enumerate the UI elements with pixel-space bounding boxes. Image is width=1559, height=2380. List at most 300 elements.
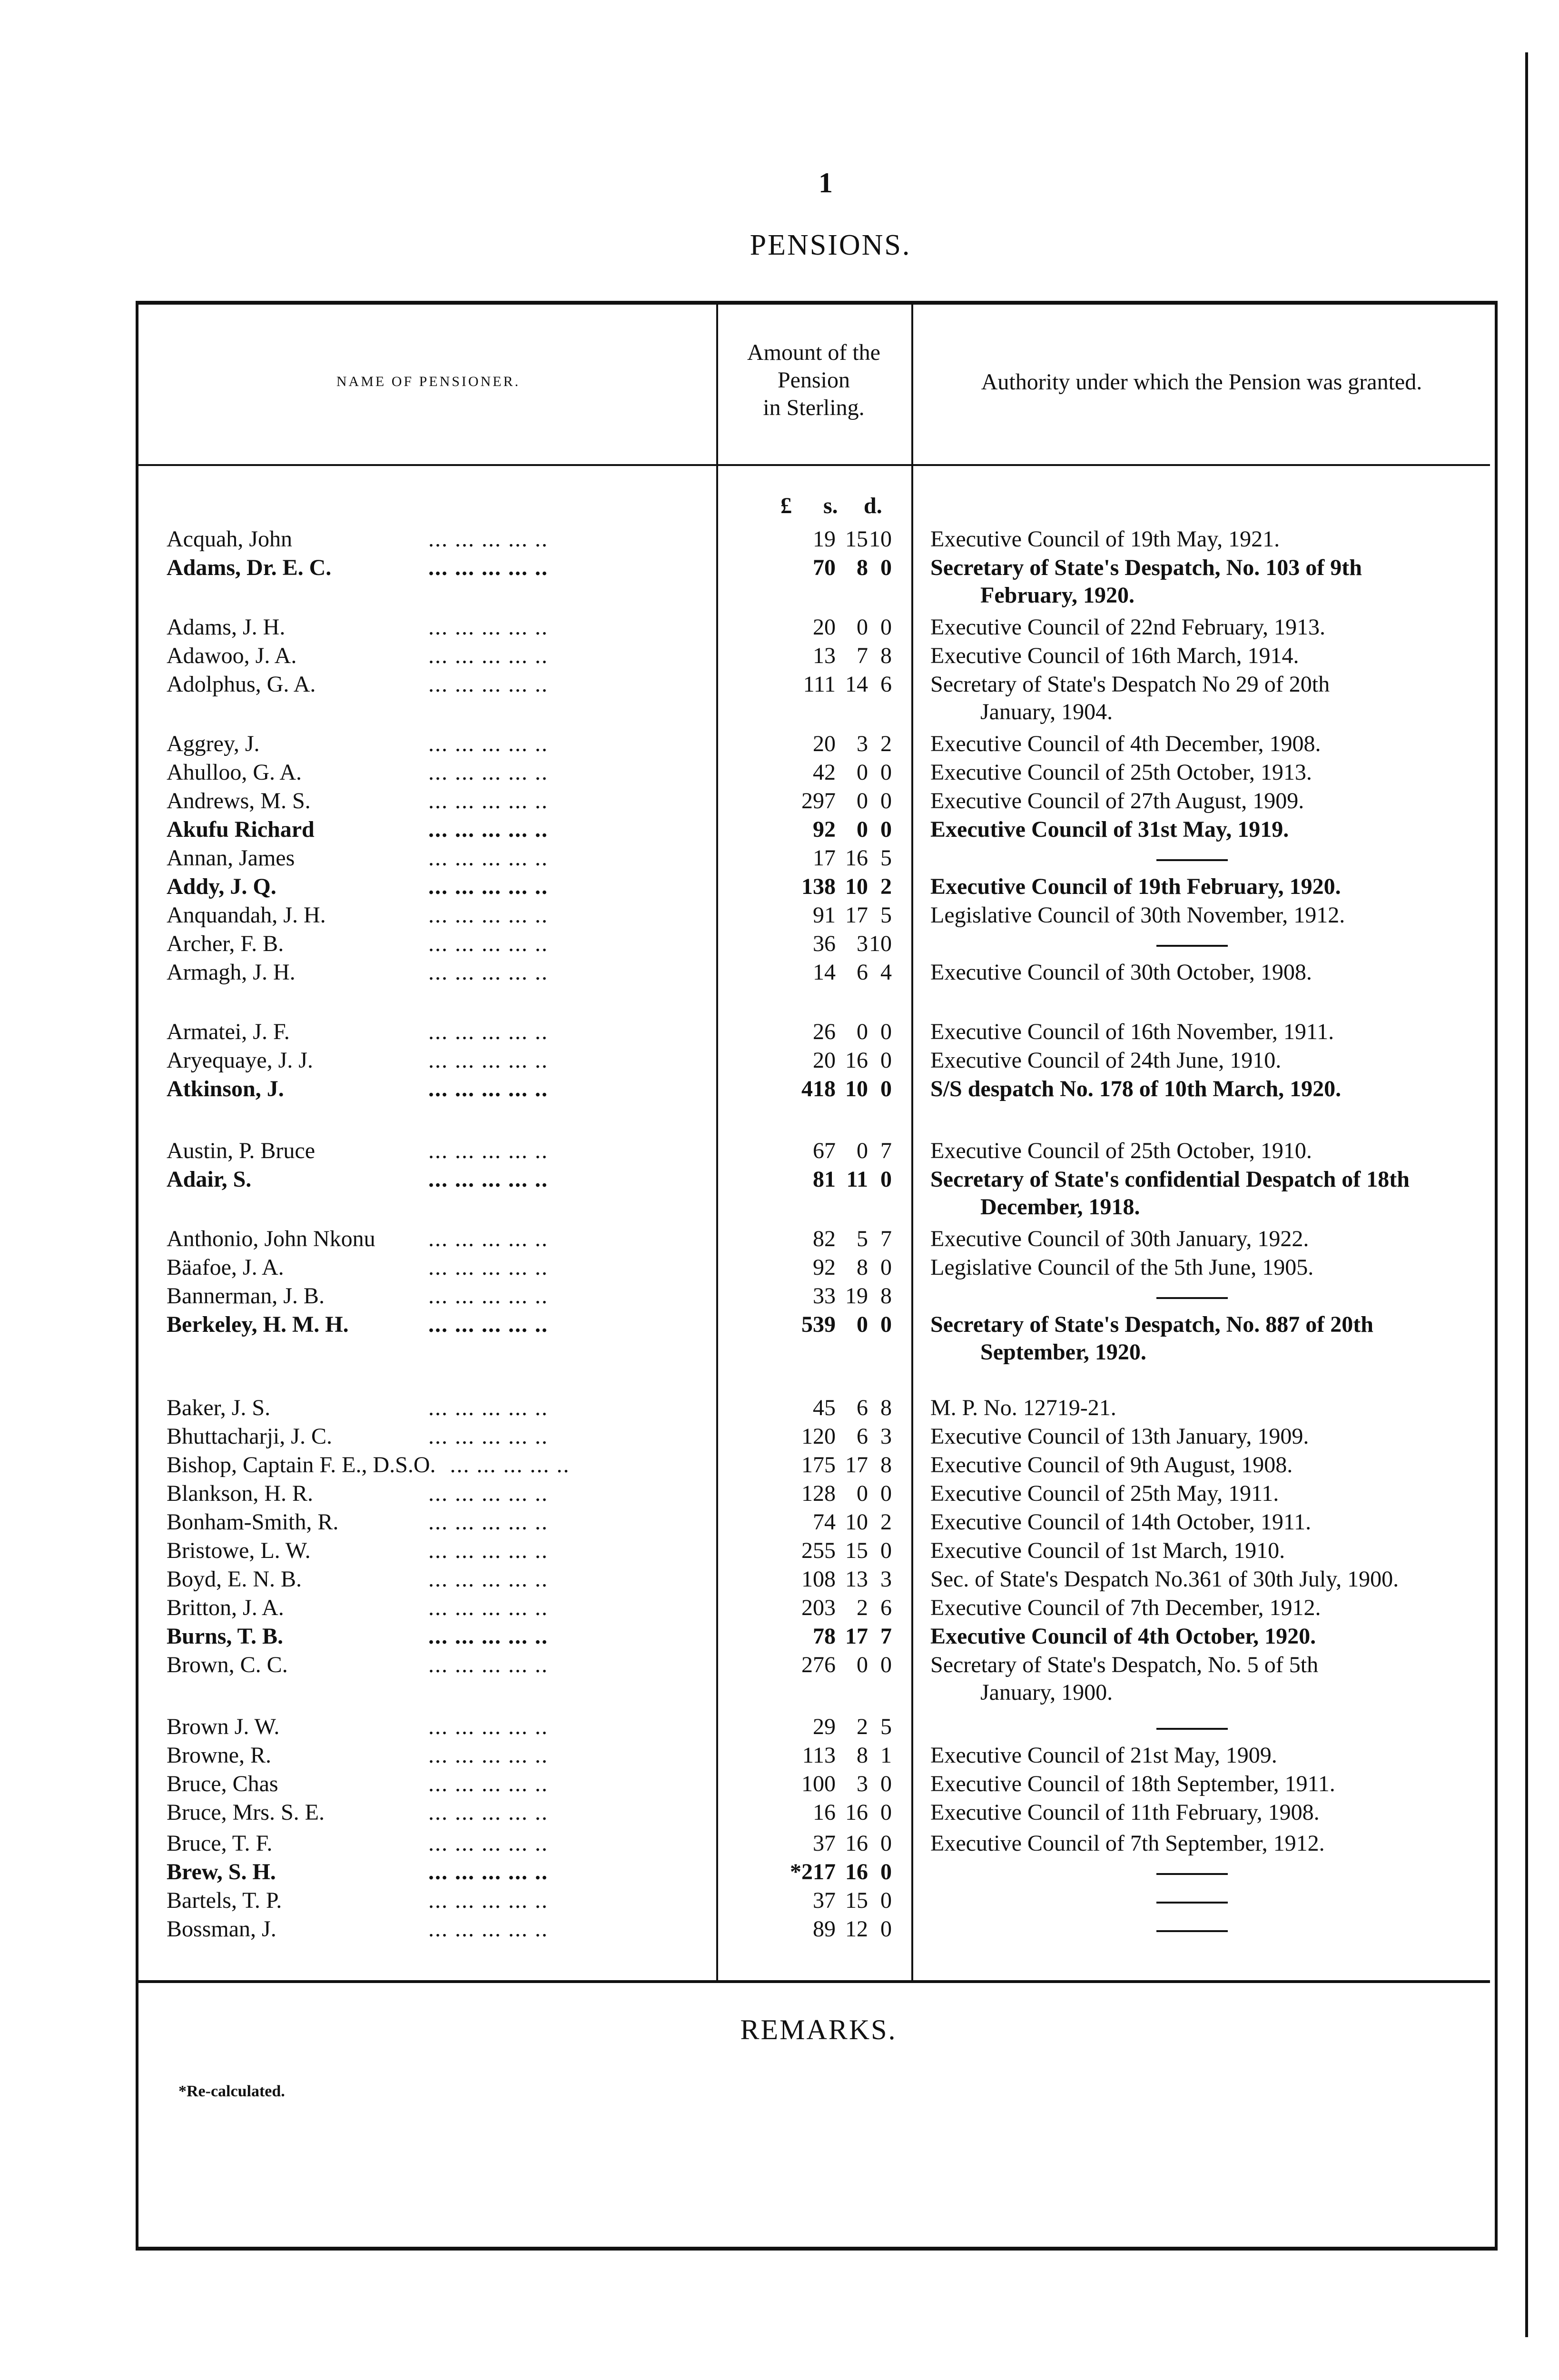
table-row	[0, 788, 1559, 815]
amount-shillings: 8	[857, 555, 868, 580]
amount-pence: 0	[880, 615, 892, 640]
amount-pence: 0	[880, 1916, 892, 1942]
amount-pounds: 108	[801, 1567, 836, 1592]
table-row	[0, 1452, 1559, 1479]
header-name: NAME OF PENSIONER.	[336, 374, 521, 389]
pensioner-name: Akufu Richard	[167, 817, 315, 842]
amount-pence: 7	[880, 1226, 892, 1251]
amount-pounds: 29	[813, 1714, 836, 1739]
amount-shillings: 10	[845, 874, 868, 899]
amount-shillings: 0	[857, 1312, 868, 1337]
table-row	[0, 526, 1559, 554]
amount-pounds: 19	[813, 526, 836, 552]
authority-blank-dash	[1156, 859, 1228, 861]
amount-pounds: 113	[802, 1743, 836, 1768]
amount-pence: 0	[880, 555, 892, 580]
amount-shillings: 15	[845, 526, 868, 552]
authority-text-continued: January, 1900.	[980, 1680, 1113, 1705]
amount-pence: 2	[880, 874, 892, 899]
amount-pounds: 91	[813, 902, 836, 928]
leader-dots: ... ... ... ... ..	[450, 1452, 570, 1478]
amount-pence: 0	[880, 1048, 892, 1073]
table-row	[0, 759, 1559, 787]
authority-text: Executive Council of 19th February, 1920.	[930, 874, 1341, 899]
leader-dots: ... ... ... ... ..	[428, 902, 548, 928]
table-row	[0, 1480, 1559, 1508]
authority-blank-dash	[1156, 1297, 1228, 1299]
leader-dots: ... ... ... ... ..	[428, 1395, 548, 1420]
amount-shillings: 7	[857, 643, 868, 668]
amount-pence: 3	[880, 1424, 892, 1449]
pensioner-name: Anthonio, John Nkonu	[167, 1226, 375, 1251]
amount-pounds: 36	[813, 931, 836, 956]
amount-shillings: 14	[845, 672, 868, 697]
authority-text: Executive Council of 27th August, 1909.	[930, 788, 1304, 813]
amount-shillings: 2	[857, 1714, 868, 1739]
amount-pence: 2	[880, 1509, 892, 1535]
pensioner-name: Austin, P. Bruce	[167, 1138, 315, 1163]
pensioner-name: Adolphus, G. A.	[167, 672, 316, 697]
leader-dots: ... ... ... ... ..	[428, 1800, 548, 1825]
authority-text: Executive Council of 7th September, 1912.	[930, 1831, 1325, 1856]
amount-pence: 8	[880, 643, 892, 668]
leader-dots: ... ... ... ... ..	[428, 1424, 548, 1449]
amount-pence: 10	[869, 931, 892, 956]
table-row	[0, 1799, 1559, 1827]
amount-pence: 0	[880, 1800, 892, 1825]
pensioner-name: Britton, J. A.	[167, 1595, 284, 1620]
pensioner-name: Berkeley, H. M. H.	[167, 1312, 349, 1337]
pensioner-name: Bishop, Captain F. E., D.S.O.	[167, 1452, 436, 1478]
table-row	[0, 931, 1559, 958]
amount-pounds: 26	[813, 1019, 836, 1044]
pensioner-name: Adams, J. H.	[167, 615, 286, 640]
amount-pounds: 20	[813, 615, 836, 640]
authority-text: Executive Council of 19th May, 1921.	[930, 526, 1280, 552]
amount-pounds: 138	[801, 874, 836, 899]
amount-shillings: 11	[846, 1167, 868, 1192]
amount-shillings: 0	[857, 615, 868, 640]
pensioner-name: Bristowe, L. W.	[167, 1538, 311, 1563]
authority-blank-dash	[1156, 1728, 1228, 1730]
leader-dots: ... ... ... ... ..	[428, 1831, 548, 1856]
leader-dots: ... ... ... ... ..	[428, 760, 548, 785]
header-divider	[138, 464, 1490, 466]
amount-shillings: 0	[857, 788, 868, 813]
leader-dots: ... ... ... ... ..	[428, 1743, 548, 1768]
amount-pence: 0	[880, 1312, 892, 1337]
leader-dots: ... ... ... ... ..	[428, 931, 548, 956]
amount-pounds: 175	[801, 1452, 836, 1478]
authority-text: Executive Council of 25th October, 1910.	[930, 1138, 1312, 1163]
pensioner-name: Adawoo, J. A.	[167, 643, 297, 668]
amount-pence: 6	[880, 1595, 892, 1620]
authority-text-continued: September, 1920.	[980, 1339, 1146, 1365]
amount-shillings: 16	[845, 1831, 868, 1856]
amount-pounds: 16	[813, 1800, 836, 1825]
authority-text: Secretary of State's Despatch, No. 5 of 5th	[930, 1652, 1319, 1677]
authority-text: Executive Council of 22nd February, 1913.	[930, 615, 1326, 640]
authority-blank-dash	[1156, 1873, 1228, 1875]
leader-dots: ... ... ... ... ..	[428, 1255, 548, 1280]
pensioner-name: Archer, F. B.	[167, 931, 284, 956]
amount-pounds: 20	[813, 731, 836, 756]
amount-pence: 0	[880, 1167, 892, 1192]
pensioner-name: Atkinson, J.	[167, 1076, 284, 1101]
authority-text: Executive Council of 25th May, 1911.	[930, 1481, 1279, 1506]
leader-dots: ... ... ... ... ..	[428, 1048, 548, 1073]
amount-pounds: 89	[813, 1916, 836, 1942]
amount-pence: 8	[880, 1395, 892, 1420]
table-row	[0, 1714, 1559, 1741]
table-row	[0, 614, 1559, 642]
header-amount-line-2: Pension	[777, 367, 850, 393]
authority-text: Executive Council of 9th August, 1908.	[930, 1452, 1293, 1478]
amount-shillings: 15	[845, 1888, 868, 1913]
unit-shillings: s.	[823, 493, 838, 518]
authority-text: Executive Council of 18th September, 1911.	[930, 1771, 1335, 1796]
leader-dots: ... ... ... ... ..	[428, 1624, 548, 1649]
amount-pounds: 297	[801, 788, 836, 813]
pensioner-name: Blankson, H. R.	[167, 1481, 314, 1506]
leader-dots: ... ... ... ... ..	[428, 788, 548, 813]
authority-text: Executive Council of 30th January, 1922.	[930, 1226, 1309, 1251]
pensioner-name: Armatei, J. F.	[167, 1019, 290, 1044]
amount-pounds: 67	[813, 1138, 836, 1163]
leader-dots: ... ... ... ... ..	[428, 1567, 548, 1592]
leader-dots: ... ... ... ... ..	[428, 643, 548, 668]
table-row	[0, 1623, 1559, 1651]
pensioner-name: Brown, C. C.	[167, 1652, 288, 1677]
leader-dots: ... ... ... ... ..	[428, 731, 548, 756]
authority-text: Sec. of State's Despatch No.361 of 30th July, 1900.	[930, 1567, 1399, 1592]
amount-pence: 0	[880, 760, 892, 785]
table-row	[0, 1509, 1559, 1537]
table-row	[0, 731, 1559, 758]
amount-shillings: 19	[845, 1283, 868, 1309]
pensioner-name: Boyd, E. N. B.	[167, 1567, 302, 1592]
amount-pence: 10	[869, 526, 892, 552]
page-title: PENSIONS.	[750, 229, 911, 261]
amount-pounds: 13	[813, 643, 836, 668]
pensioner-name: Bossman, J.	[167, 1916, 276, 1942]
amount-shillings: 6	[857, 960, 868, 985]
amount-pence: 5	[880, 845, 892, 871]
amount-shillings: 6	[857, 1424, 868, 1449]
page-number: 1	[819, 167, 833, 198]
amount-pounds: 120	[801, 1424, 836, 1449]
amount-shillings: 0	[857, 760, 868, 785]
authority-text-continued: February, 1920.	[980, 583, 1135, 608]
authority-text: Executive Council of 7th December, 1912.	[930, 1595, 1321, 1620]
authority-text: S/S despatch No. 178 of 10th March, 1920.	[930, 1076, 1342, 1101]
authority-text-continued: December, 1918.	[980, 1194, 1140, 1220]
amount-pence: 0	[880, 1481, 892, 1506]
authority-text: Executive Council of 21st May, 1909.	[930, 1743, 1277, 1768]
amount-shillings: 6	[857, 1395, 868, 1420]
pensioner-name: Burns, T. B.	[167, 1624, 283, 1649]
leader-dots: ... ... ... ... ..	[428, 1019, 548, 1044]
amount-pence: 8	[880, 1283, 892, 1309]
amount-pounds: 74	[813, 1509, 836, 1535]
amount-shillings: 17	[845, 1624, 868, 1649]
pensioner-name: Armagh, J. H.	[167, 960, 296, 985]
amount-pounds: 92	[813, 817, 836, 842]
amount-shillings: 3	[857, 931, 868, 956]
pensioner-name: Browne, R.	[167, 1743, 271, 1768]
authority-text: Secretary of State's Despatch, No. 103 of 9th	[930, 555, 1362, 580]
amount-shillings: 15	[845, 1538, 868, 1563]
amount-pounds: 37	[813, 1831, 836, 1856]
authority-text: Legislative Council of 30th November, 1912.	[930, 902, 1345, 928]
pensioner-name: Bäafoe, J. A.	[167, 1255, 284, 1280]
amount-shillings: 17	[845, 1452, 868, 1478]
amount-pence: 5	[880, 1714, 892, 1739]
amount-shillings: 17	[845, 902, 868, 928]
authority-text: Secretary of State's Despatch No 29 of 20th	[930, 672, 1330, 697]
amount-pence: 3	[880, 1567, 892, 1592]
pensioner-name: Ahulloo, G. A.	[167, 760, 302, 785]
table-row	[0, 1019, 1559, 1046]
authority-text: Executive Council of 11th February, 1908.	[930, 1800, 1320, 1825]
pensioner-name: Baker, J. S.	[167, 1395, 271, 1420]
leader-dots: ... ... ... ... ..	[428, 672, 548, 697]
amount-pence: 4	[880, 960, 892, 985]
table-row	[0, 1537, 1559, 1565]
amount-pounds: 111	[803, 672, 836, 697]
pensioner-name: Andrews, M. S.	[167, 788, 311, 813]
authority-text: Executive Council of 16th March, 1914.	[930, 643, 1299, 668]
table-row	[0, 1283, 1559, 1310]
leader-dots: ... ... ... ... ..	[428, 1076, 548, 1101]
leader-dots: ... ... ... ... ..	[428, 1771, 548, 1796]
pensioner-name: Brown J. W.	[167, 1714, 280, 1739]
authority-text: Executive Council of 4th December, 1908.	[930, 731, 1321, 756]
leader-dots: ... ... ... ... ..	[428, 1595, 548, 1620]
amount-shillings: 0	[857, 1138, 868, 1163]
amount-shillings: 10	[845, 1509, 868, 1535]
amount-pounds: 82	[813, 1226, 836, 1251]
leader-dots: ... ... ... ... ..	[428, 1138, 548, 1163]
authority-text: Executive Council of 13th January, 1909.	[930, 1424, 1309, 1449]
amount-shillings: 16	[845, 1859, 868, 1884]
pensioner-name: Bartels, T. P.	[167, 1888, 282, 1913]
leader-dots: ... ... ... ... ..	[428, 555, 548, 580]
amount-pounds: 20	[813, 1048, 836, 1073]
amount-pence: 0	[880, 788, 892, 813]
amount-pence: 0	[880, 1652, 892, 1677]
authority-text: Executive Council of 30th October, 1908.	[930, 960, 1312, 985]
pensioner-name: Bhuttacharji, J. C.	[167, 1424, 332, 1449]
authority-text-continued: January, 1904.	[980, 699, 1113, 724]
amount-shillings: 3	[857, 731, 868, 756]
header-amount	[719, 339, 909, 422]
leader-dots: ... ... ... ... ..	[428, 1714, 548, 1739]
authority-text: Secretary of State's Despatch, No. 887 of 20th	[930, 1312, 1373, 1337]
pensioner-name: Bonham-Smith, R.	[167, 1509, 339, 1535]
amount-pence: 0	[880, 1888, 892, 1913]
pensioner-name: Acquah, John	[167, 526, 292, 552]
authority-text: Executive Council of 16th November, 1911.	[930, 1019, 1334, 1044]
leader-dots: ... ... ... ... ..	[428, 1509, 548, 1535]
leader-dots: ... ... ... ... ..	[428, 874, 548, 899]
amount-pence: 0	[880, 1859, 892, 1884]
leader-dots: ... ... ... ... ..	[428, 615, 548, 640]
pensioner-name: Adams, Dr. E. C.	[167, 555, 332, 580]
amount-pounds: 17	[813, 845, 836, 871]
table-row	[0, 1887, 1559, 1915]
amount-shillings: 3	[857, 1771, 868, 1796]
amount-shillings: 5	[857, 1226, 868, 1251]
authority-text: Legislative Council of the 5th June, 1905.	[930, 1255, 1314, 1280]
amount-pounds: 418	[801, 1076, 836, 1101]
amount-shillings: 2	[857, 1595, 868, 1620]
table-row	[0, 1595, 1559, 1622]
table-row	[0, 1916, 1559, 1944]
amount-pounds: 128	[801, 1481, 836, 1506]
authority-blank-dash	[1156, 1930, 1228, 1932]
authority-text: Secretary of State's confidential Despatch of 18th	[930, 1167, 1410, 1192]
amount-pence: 5	[880, 902, 892, 928]
pensioner-name: Bannerman, J. B.	[167, 1283, 325, 1309]
table-row	[0, 1423, 1559, 1451]
amount-shillings: 16	[845, 1048, 868, 1073]
table-row	[0, 1395, 1559, 1422]
header-amount-line-3: in Sterling.	[763, 395, 865, 420]
remarks-heading: REMARKS.	[740, 2014, 897, 2045]
amount-shillings: 0	[857, 1019, 868, 1044]
table-row	[0, 816, 1559, 844]
leader-dots: ... ... ... ... ..	[428, 1859, 548, 1884]
authority-text: M. P. No. 12719-21.	[930, 1395, 1116, 1420]
amount-pounds: 45	[813, 1395, 836, 1420]
authority-text: Executive Council of 1st March, 1910.	[930, 1538, 1285, 1563]
table-row	[0, 1254, 1559, 1282]
table-row	[0, 959, 1559, 987]
pensioner-name: Bruce, Chas	[167, 1771, 278, 1796]
leader-dots: ... ... ... ... ..	[428, 1481, 548, 1506]
pensioner-name: Brew, S. H.	[167, 1859, 276, 1884]
authority-blank-dash	[1156, 1902, 1228, 1904]
leader-dots: ... ... ... ... ..	[428, 1888, 548, 1913]
leader-dots: ... ... ... ... ..	[428, 1226, 548, 1251]
amount-shillings: 13	[845, 1567, 868, 1592]
amount-pence: 0	[880, 1255, 892, 1280]
leader-dots: ... ... ... ... ..	[428, 1916, 548, 1942]
pensioner-name: Adair, S.	[167, 1167, 252, 1192]
leader-dots: ... ... ... ... ..	[428, 845, 548, 871]
table-row	[0, 1138, 1559, 1165]
amount-pounds: 33	[813, 1283, 836, 1309]
table-row	[0, 1771, 1559, 1798]
amount-pounds: 100	[801, 1771, 836, 1796]
table-row	[0, 873, 1559, 901]
amount-pence: 1	[880, 1743, 892, 1768]
table-row	[0, 555, 1559, 608]
amount-pence: 0	[880, 817, 892, 842]
unit-pounds: £	[780, 493, 792, 518]
table-row	[0, 845, 1559, 873]
authority-text: Executive Council of 4th October, 1920.	[930, 1624, 1316, 1649]
table-row	[0, 1566, 1559, 1594]
amount-pounds: *217	[790, 1859, 836, 1884]
table-row	[0, 1166, 1559, 1220]
table-row	[0, 1076, 1559, 1103]
pensioner-name: Aryequaye, J. J.	[167, 1048, 313, 1073]
leader-dots: ... ... ... ... ..	[428, 817, 548, 842]
amount-pence: 8	[880, 1452, 892, 1478]
table-row	[0, 1652, 1559, 1705]
amount-pence: 6	[880, 672, 892, 697]
unit-pence: d.	[864, 493, 882, 518]
pensioner-name: Annan, James	[167, 845, 295, 871]
amount-pence: 0	[880, 1076, 892, 1101]
pensioner-name: Bruce, T. F.	[167, 1831, 273, 1856]
amount-pence: 0	[880, 1019, 892, 1044]
pensioner-name: Addy, J. Q.	[167, 874, 276, 899]
authority-text: Executive Council of 25th October, 1913.	[930, 760, 1312, 785]
leader-dots: ... ... ... ... ..	[428, 960, 548, 985]
amount-pence: 0	[880, 1831, 892, 1856]
amount-pounds: 37	[813, 1888, 836, 1913]
amount-pence: 7	[880, 1624, 892, 1649]
amount-shillings: 0	[857, 1481, 868, 1506]
amount-pounds: 42	[813, 760, 836, 785]
leader-dots: ... ... ... ... ..	[428, 526, 548, 552]
amount-shillings: 16	[845, 845, 868, 871]
table-row	[0, 1859, 1559, 1886]
table-row	[0, 1742, 1559, 1770]
leader-dots: ... ... ... ... ..	[428, 1538, 548, 1563]
amount-shillings: 0	[857, 817, 868, 842]
authority-blank-dash	[1156, 945, 1228, 947]
amount-pence: 7	[880, 1138, 892, 1163]
amount-shillings: 12	[845, 1916, 868, 1942]
amount-shillings: 0	[857, 1652, 868, 1677]
table-row	[0, 643, 1559, 670]
leader-dots: ... ... ... ... ..	[428, 1652, 548, 1677]
table-row	[0, 1226, 1559, 1253]
table-row	[0, 671, 1559, 724]
amount-pounds: 70	[813, 555, 836, 580]
authority-text: Executive Council of 31st May, 1919.	[930, 817, 1289, 842]
table-row	[0, 1047, 1559, 1075]
amount-shillings: 16	[845, 1800, 868, 1825]
amount-pounds: 539	[801, 1312, 836, 1337]
amount-pence: 2	[880, 731, 892, 756]
pensioner-name: Anquandah, J. H.	[167, 902, 326, 928]
amount-pence: 0	[880, 1771, 892, 1796]
leader-dots: ... ... ... ... ..	[428, 1312, 548, 1337]
remarks-divider	[138, 1980, 1490, 1983]
leader-dots: ... ... ... ... ..	[428, 1167, 548, 1192]
table-row	[0, 1830, 1559, 1858]
table-row	[0, 1311, 1559, 1365]
pensioner-name: Aggrey, J.	[167, 731, 260, 756]
amount-pounds: 78	[813, 1624, 836, 1649]
pensioner-name: Bruce, Mrs. S. E.	[167, 1800, 325, 1825]
page-edge-rule	[1525, 52, 1528, 2337]
amount-shillings: 8	[857, 1743, 868, 1768]
table-row	[0, 902, 1559, 930]
amount-pence: 0	[880, 1538, 892, 1563]
amount-shillings: 10	[845, 1076, 868, 1101]
amount-pounds: 276	[801, 1652, 836, 1677]
amount-pounds: 203	[801, 1595, 836, 1620]
authority-text: Executive Council of 24th June, 1910.	[930, 1048, 1282, 1073]
leader-dots: ... ... ... ... ..	[428, 1283, 548, 1309]
amount-pounds: 14	[813, 960, 836, 985]
